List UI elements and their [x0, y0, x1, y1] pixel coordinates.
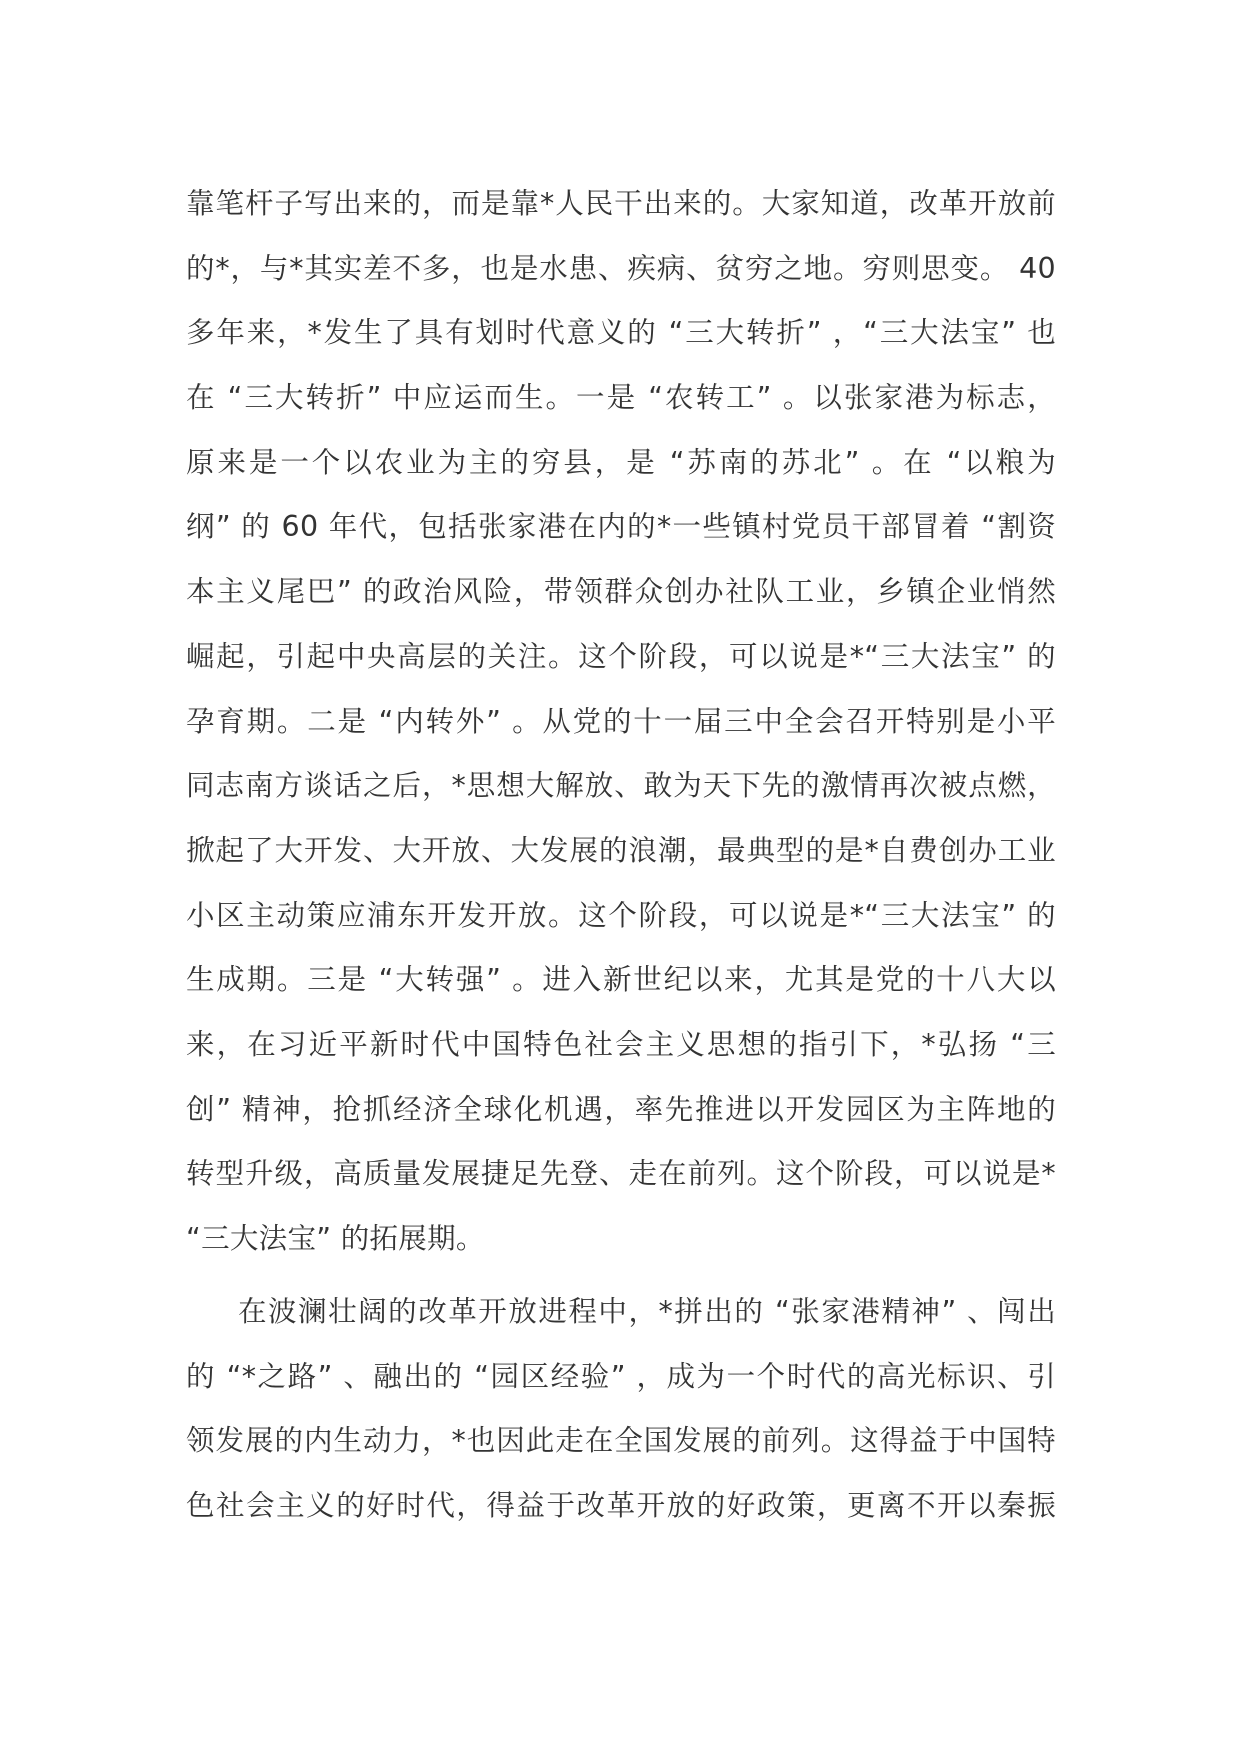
text-line: 靠笔杆子写出来的，而是靠*人民干出来的。大家知道，改革开放前 — [186, 187, 1056, 220]
text-line: 在 “三大转折” 中应运而生。一是 “农转工” 。以张家港为标志， — [186, 381, 1056, 415]
text-line: 孕育期。二是 “内转外” 。从党的十一届三中全会召开特别是小平 — [186, 704, 1056, 738]
text-line: 同志南方谈话之后，*思想大解放、敢为天下先的激情再次被点燃， — [186, 769, 1056, 803]
text-line: 本主义尾巴” 的政治风险，带领群众创办社队工业，乡镇企业悄然 — [186, 575, 1056, 609]
text-line: 纲” 的 60 年代，包括张家港在内的*一些镇村党员干部冒着 “割资 — [186, 510, 1056, 544]
text-line: 生成期。三是 “大转强” 。进入新世纪以来，尤其是党的十八大以 — [186, 963, 1056, 997]
text-line: 小区主动策应浦东开发开放。这个阶段，可以说是*“三大法宝” 的 — [186, 898, 1056, 932]
text-line: 创” 精神，抢抓经济全球化机遇，率先推进以开发园区为主阵地的 — [186, 1092, 1056, 1126]
text-line: 多年来，*发生了具有划时代意义的 “三大转折” ，“三大法宝” 也 — [186, 316, 1056, 350]
text-line: 色社会主义的好时代，得益于改革开放的好政策，更离不开以秦振 — [186, 1489, 1056, 1523]
text-line: 转型升级，高质量发展捷足先登、走在前列。这个阶段，可以说是* — [186, 1157, 1056, 1191]
text-line: 来，在习近平新时代中国特色社会主义思想的指引下，*弘扬 “三 — [186, 1027, 1056, 1061]
text-line: 的*，与*其实差不多，也是水患、疾病、贫穷之地。穷则思变。 40 — [186, 251, 1056, 285]
paragraph-1 — [186, 172, 1056, 1272]
text-line: 领发展的内生动力，*也因此走在全国发展的前列。这得益于中国特 — [186, 1424, 1056, 1458]
text-line: 原来是一个以农业为主的穷县，是 “苏南的苏北” 。在 “以粮为 — [186, 445, 1056, 479]
text-line: 的 “*之路” 、融出的 “园区经验” ，成为一个时代的高光标识、引 — [186, 1359, 1056, 1393]
text-line: 掀起了大开发、大开放、大发展的浪潮，最典型的是*自费创办工业 — [186, 833, 1056, 867]
text-line: 崛起，引起中央高层的关注。这个阶段，可以说是*“三大法宝” 的 — [186, 639, 1056, 673]
text-line: 在波澜壮阔的改革开放进程中，*拼出的 “张家港精神” 、闯出 — [238, 1295, 1056, 1328]
text-line: “三大法宝” 的拓展期。 — [186, 1222, 485, 1255]
paragraph-2 — [186, 1280, 1056, 1539]
